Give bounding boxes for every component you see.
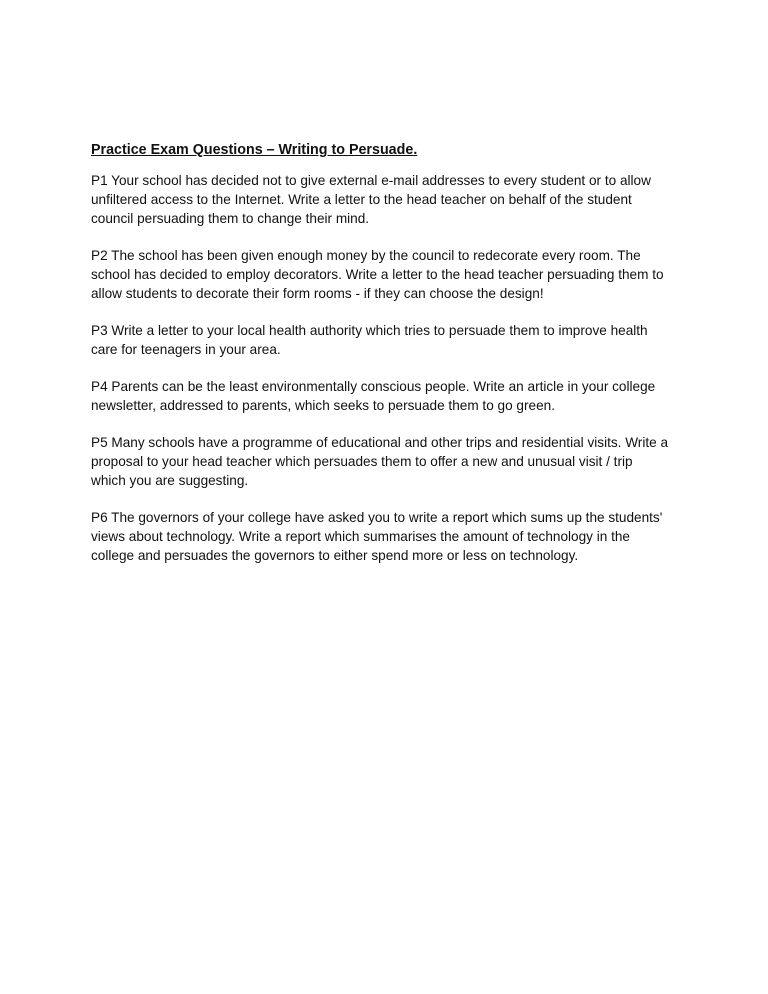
question-p2 — [91, 246, 691, 303]
question-line: which you are suggesting. — [91, 473, 249, 488]
document-title: Practice Exam Questions – Writing to Persuade. — [91, 142, 418, 158]
question-line: allow students to decorate their form rooms - if they can choose the design! — [91, 286, 544, 301]
question-line: newsletter, addressed to parents, which seeks to persuade them to go green. — [91, 398, 555, 413]
question-line: P6 The governors of your college have asked you to write a report which sums up the students' — [91, 510, 663, 525]
question-line: P2 The school has been given enough money by the council to redecorate every room. The — [91, 248, 641, 263]
question-line: proposal to your head teacher which persuades them to offer a new and unusual visit / trip — [91, 454, 633, 469]
question-line: unfiltered access to the Internet. Write a letter to the head teacher on behalf of the student — [91, 192, 632, 207]
question-line: views about technology. Write a report which summarises the amount of technology in the — [91, 529, 630, 544]
question-line: P3 Write a letter to your local health authority which tries to persuade them to improve health — [91, 323, 648, 338]
question-p4 — [91, 377, 691, 415]
question-line: college and persuades the governors to either spend more or less on technology. — [91, 548, 579, 563]
question-line: council persuading them to change their mind. — [91, 211, 370, 226]
question-p3 — [91, 321, 691, 359]
question-line: school has decided to employ decorators. Write a letter to the head teacher persuading them to — [91, 267, 664, 282]
question-line: care for teenagers in your area. — [91, 342, 281, 357]
question-line: P1 Your school has decided not to give external e-mail addresses to every student or to allow — [91, 173, 651, 188]
document-content — [91, 140, 691, 583]
question-p5 — [91, 433, 691, 490]
question-line: P4 Parents can be the least environmentally conscious people. Write an article in your college — [91, 379, 656, 394]
question-p1 — [91, 171, 691, 228]
question-line: P5 Many schools have a programme of educational and other trips and residential visits. Write a — [91, 435, 669, 450]
question-p6 — [91, 508, 691, 565]
